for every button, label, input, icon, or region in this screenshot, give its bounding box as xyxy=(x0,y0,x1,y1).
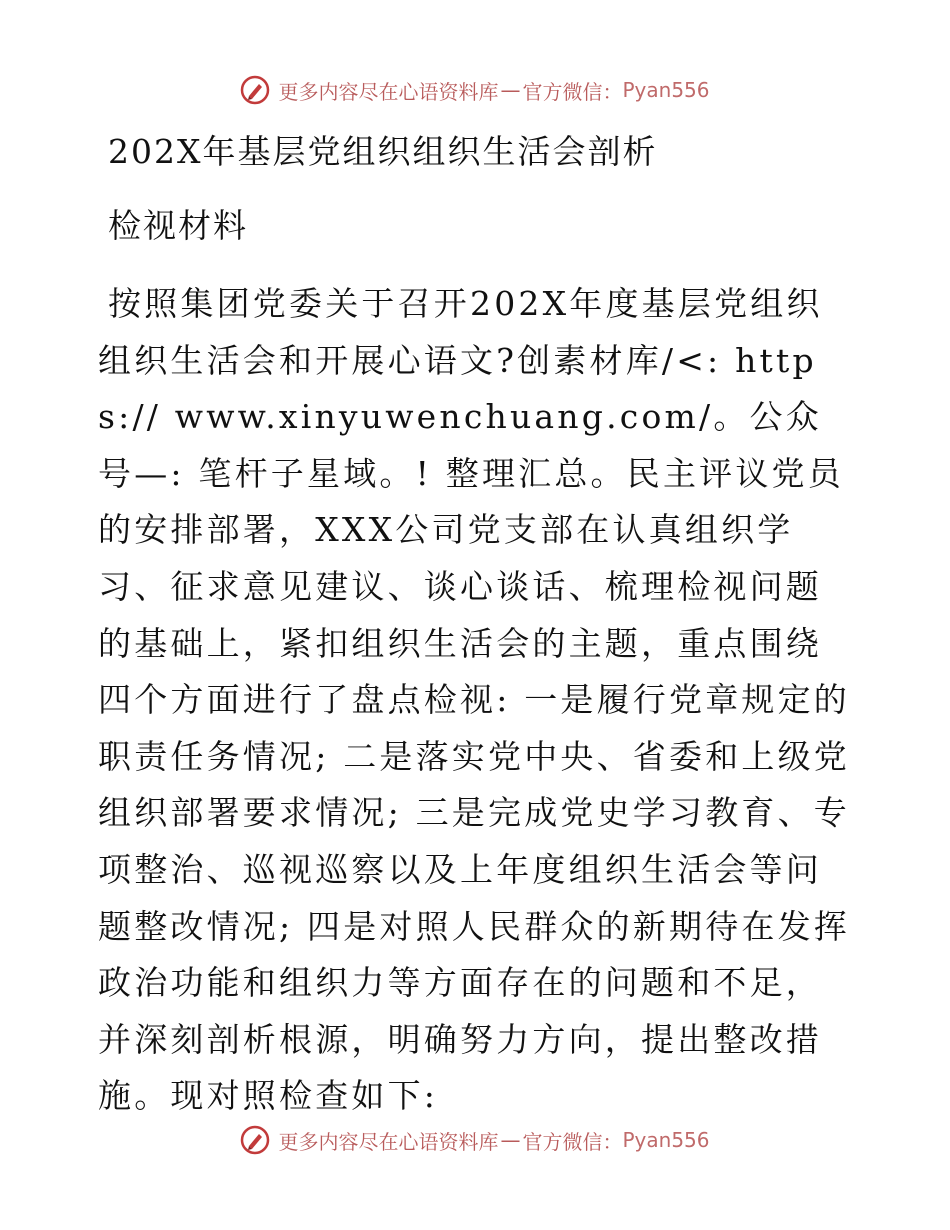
watermark-suffix: 官方微信： xyxy=(522,79,623,104)
watermark-separator: — xyxy=(500,78,521,102)
pen-logo-icon xyxy=(240,1125,270,1155)
watermark-text: 更多内容尽在心语资料库 xyxy=(278,79,499,104)
document-title-line-1: 202X年基层党组织组织生活会剖析 xyxy=(108,132,658,171)
document-title-line-2: 检视材料 xyxy=(108,206,248,245)
watermark-handle: Pyan556 xyxy=(622,1128,710,1152)
watermark-suffix: 官方微信： xyxy=(522,1129,623,1154)
pen-logo-icon xyxy=(240,75,270,105)
watermark-text: 更多内容尽在心语资料库 xyxy=(278,1129,499,1154)
watermark-handle: Pyan556 xyxy=(622,78,710,102)
footer-watermark xyxy=(0,1120,950,1160)
document-body-paragraph: 按照集团党委关于召开202X年度基层党组织组织生活会和开展心语文?创素材库/<: https:// www.xinyuwenchuang.com/。公众号—: 笔杆子星域。! 整理汇总。民主评议党员的安排部署，XXX公司党支部在认真组织学习、征求意见建议、谈心谈话、梳理检视问题的基础上，紧扣组织生活会的主题，重点围绕四个方面进行了盘点检视: 一是履行党章规定的职责任务情况; 二是落实党中央、省委和上级党组织部署要求情况; 三是完成党史学习教育、专项整治、巡视巡察以及上年度组织生活会等问题整改情况; 四是对照人民群众的新期待在发挥政治功能和组织力等方面存在的问题和不足，并深刻剖析根源，明确努力方向，提出整改措施。现对照检查如下: xyxy=(98,284,851,1116)
header-watermark xyxy=(0,70,950,110)
watermark-separator: — xyxy=(500,1128,521,1152)
